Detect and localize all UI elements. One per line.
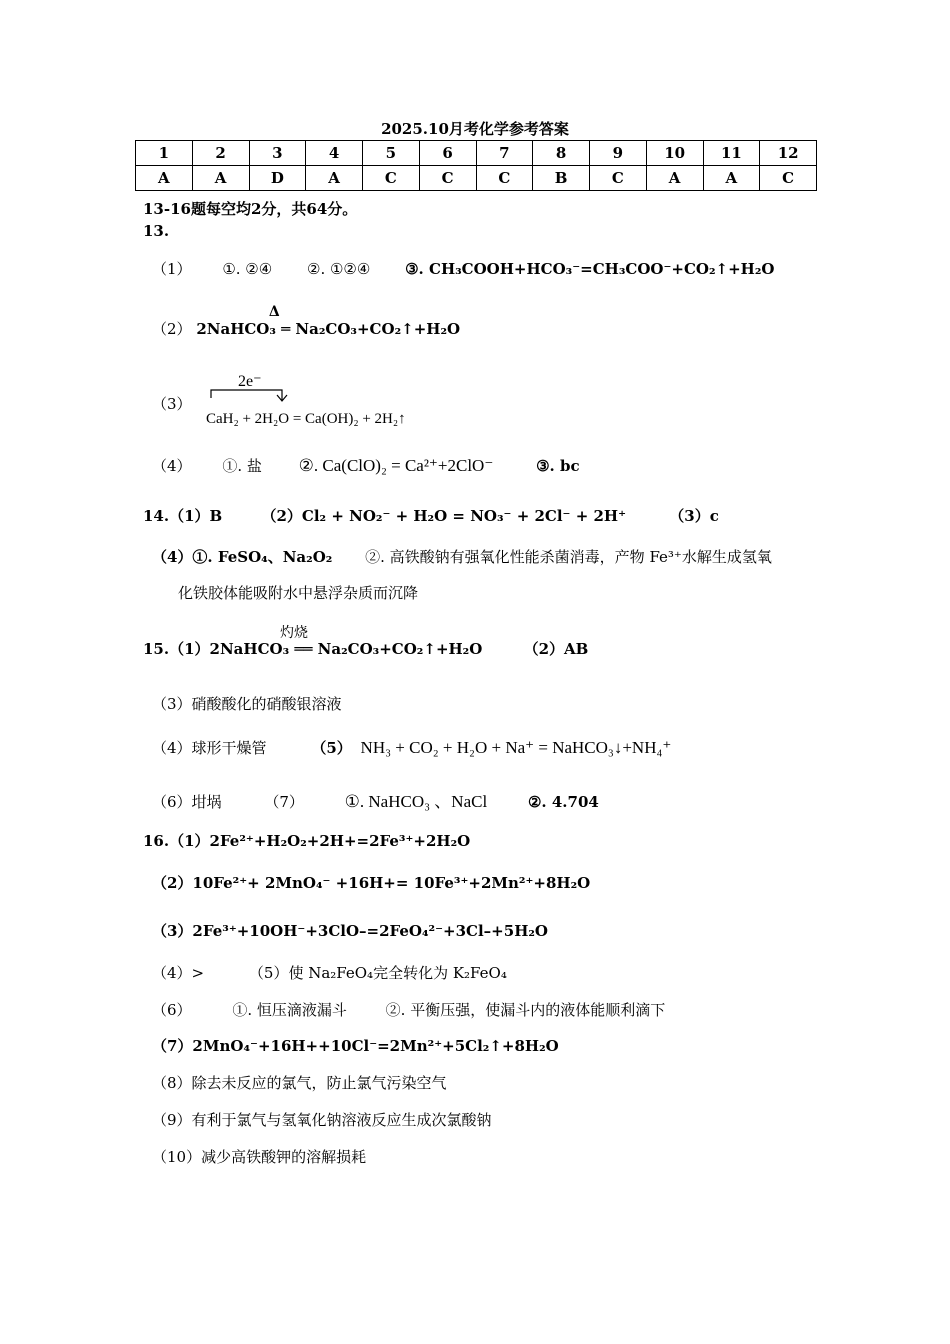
q13-part4-answer-b: ②. Ca(ClO)₂ = Ca²⁺+2ClO⁻ <box>298 456 494 475</box>
question-number-cell: 10 <box>646 141 703 166</box>
answer-cell: C <box>590 166 647 191</box>
q16-part5: （5）使 Na₂FeO₄完全转化为 K₂FeO₄ <box>248 964 507 982</box>
heat-condition-mark: Δ <box>268 304 280 320</box>
answer-cell: D <box>249 166 306 191</box>
q14-part4-answer-a: （4）①. FeSO₄、Na₂O₂ <box>152 548 333 566</box>
q15-part3: （3）硝酸酸化的硝酸银溶液 <box>152 695 342 713</box>
electron-transfer-label: 2e⁻ <box>238 373 262 390</box>
q13-heading: 13. <box>143 222 170 240</box>
q15-line4 <box>152 787 599 812</box>
electron-transfer-diagram <box>206 370 406 430</box>
question-number-cell: 8 <box>533 141 590 166</box>
q15-part7-answer-b: ②. 4.704 <box>527 793 599 811</box>
q14-part2: （2）Cl₂ + NO₂⁻ + H₂O = NO₃⁻ + 2Cl⁻ + 2H⁺ <box>261 507 627 525</box>
q14-part4-answer-b: ②. 高铁酸钠有强氧化性能杀菌消毒，产物 Fe³⁺水解生成氢氧 <box>365 548 772 566</box>
question-number-cell: 9 <box>590 141 647 166</box>
q15-part7-answer-a: ①. NaHCO₃ 、NaCl <box>344 792 488 811</box>
q13-part2-equation: 2NaHCO₃ ═ Na₂CO₃+CO₂↑+H₂O <box>196 320 461 338</box>
q16-part2: （2）10Fe²⁺+ 2MnO₄⁻ +16H+= 10Fe³⁺+2Mn²⁺+8H₂O <box>152 874 591 892</box>
q16-part6-answer-b: ②. 平衡压强，使漏斗内的液体能顺利滴下 <box>385 1001 666 1019</box>
q15-part1-equation: 15.（1）2NaHCO₃ ══ Na₂CO₃+CO₂↑+H₂O <box>143 640 483 658</box>
electron-transfer-bracket <box>211 390 282 400</box>
q13-part2 <box>152 304 461 339</box>
answer-cell: C <box>760 166 817 191</box>
answer-cell: A <box>306 166 363 191</box>
answer-cell: B <box>533 166 590 191</box>
q15-part1-equation-wrap <box>143 625 483 659</box>
q15-line3 <box>152 737 671 758</box>
q16-part6-label: （6） <box>152 1001 192 1019</box>
q13-part4-answer-c: ③. bc <box>536 457 580 475</box>
q15-part2: （2）AB <box>523 640 589 658</box>
answer-key-table <box>135 140 817 191</box>
q14-line1 <box>143 505 719 526</box>
answer-cell: A <box>136 166 193 191</box>
table-row-answers <box>136 166 817 191</box>
q16-part4: （4）> <box>152 964 205 982</box>
q15-part4: （4）球形干燥管 <box>152 739 267 757</box>
q15-line1 <box>143 625 589 659</box>
q13-part3-label: （3） <box>152 395 192 413</box>
q13-part1 <box>152 258 774 279</box>
q13-part1-answer-b: ②. ①②④ <box>307 260 371 278</box>
q16-part1: 16.（1）2Fe²⁺+H₂O₂+2H+=2Fe³⁺+2H₂O <box>143 832 471 850</box>
q16-part10: （10）减少高铁酸钾的溶解损耗 <box>152 1148 367 1166</box>
q13-part2-label: （2） <box>152 320 192 338</box>
q14-line3: 化铁胶体能吸附水中悬浮杂质而沉降 <box>178 584 419 602</box>
question-number-cell: 1 <box>136 141 193 166</box>
q13-part1-answer-a: ①. ②④ <box>222 260 273 278</box>
q13-part1-label: （1） <box>152 260 192 278</box>
question-number-cell: 3 <box>249 141 306 166</box>
scoring-note: 13-16题每空均2分，共64分。 <box>143 200 358 218</box>
q13-part4-label: （4） <box>152 457 192 475</box>
ignition-condition-mark: 灼烧 <box>280 625 308 641</box>
question-number-cell: 11 <box>703 141 760 166</box>
q15-part5-equation: NH₃ + CO₂ + H₂O + Na⁺ = NaHCO₃↓+NH₄⁺ <box>360 738 672 757</box>
answer-cell: A <box>646 166 703 191</box>
page-title: 2025.10月考化学参考答案 <box>381 120 569 138</box>
question-number-cell: 6 <box>419 141 476 166</box>
answer-cell: A <box>703 166 760 191</box>
q13-part4 <box>152 455 580 476</box>
q15-part7-label: （7） <box>264 793 304 811</box>
answer-cell: C <box>476 166 533 191</box>
q15-part6: （6）坩埚 <box>152 793 222 811</box>
q13-part3-equation: CaH₂ + 2H₂O = Ca(OH)₂ + 2H₂↑ <box>206 411 406 427</box>
question-number-cell: 2 <box>192 141 249 166</box>
q13-part4-answer-a: ①. 盐 <box>222 457 262 475</box>
answer-cell: C <box>363 166 420 191</box>
question-number-cell: 4 <box>306 141 363 166</box>
q13-part1-answer-c: ③. CH₃COOH+HCO₃⁻=CH₃COO⁻+CO₂↑+H₂O <box>405 260 775 278</box>
answer-cell: A <box>192 166 249 191</box>
q14-part3: （3）c <box>669 507 719 525</box>
q16-part9: （9）有利于氯气与氢氧化钠溶液反应生成次氯酸钠 <box>152 1111 492 1129</box>
question-number-cell: 5 <box>363 141 420 166</box>
q15-part5-label: （5） <box>311 739 352 757</box>
q14-line2 <box>152 546 772 567</box>
q16-part8: （8）除去未反应的氯气，防止氯气污染空气 <box>152 1074 447 1092</box>
q16-part7: （7）2MnO₄⁻+16H++10Cl⁻=2Mn²⁺+5Cl₂↑+8H₂O <box>152 1037 559 1055</box>
q16-part6-answer-a: ①. 恒压滴液漏斗 <box>232 1001 347 1019</box>
q16-part3: （3）2Fe³⁺+10OH⁻+3ClO–=2FeO₄²⁻+3Cl–+5H₂O <box>152 922 548 940</box>
q13-part2-equation-wrap <box>196 304 461 338</box>
question-number-cell: 12 <box>760 141 817 166</box>
q16-line4 <box>152 962 507 983</box>
table-row-numbers <box>136 141 817 166</box>
q14-part1: 14.（1）B <box>143 507 223 525</box>
answer-cell: C <box>419 166 476 191</box>
q16-line5 <box>152 999 665 1020</box>
question-number-cell: 7 <box>476 141 533 166</box>
